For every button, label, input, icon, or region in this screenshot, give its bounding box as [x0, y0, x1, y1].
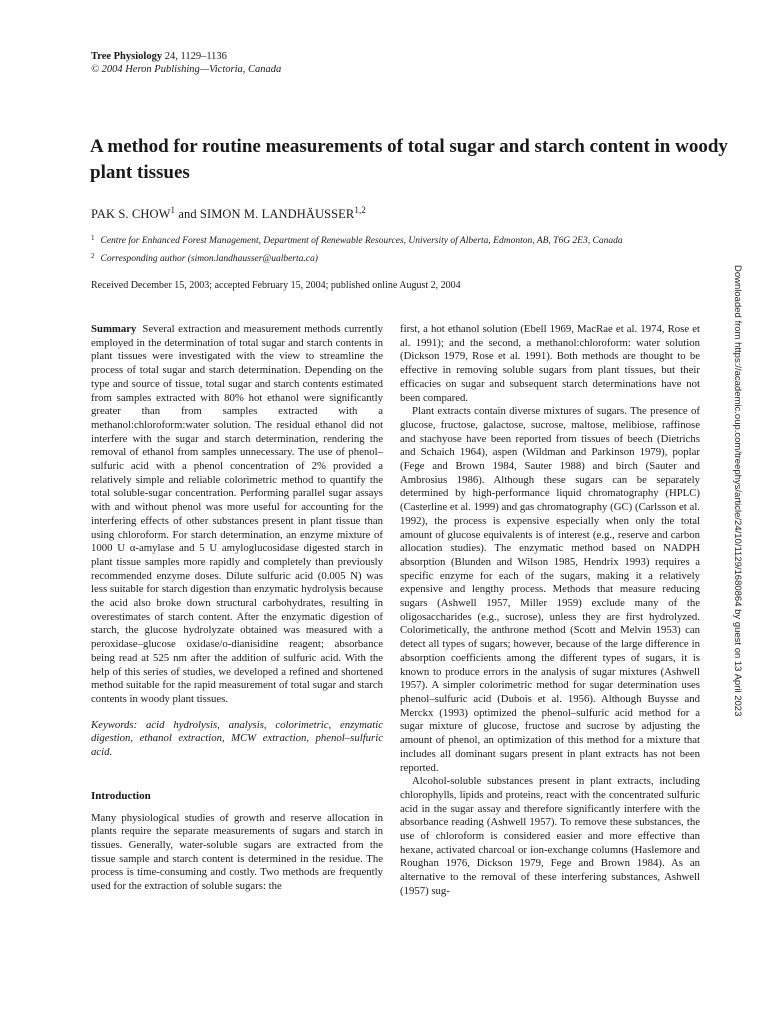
introduction-paragraph-1: Many physiological studies of growth and reserve allocation in plants require the separate measurements of sugars and starch in tissues. Generally, water-soluble sugars are extracted from the tissue sample and starch content is determined in the residue. The process is time-consuming and costly. Two methods are frequently used for the extraction of soluble sugars: the: [91, 811, 383, 893]
affiliation-2: [91, 250, 318, 265]
summary-paragraph: [91, 323, 383, 707]
right-paragraph-3: Alcohol-soluble substances present in plant extracts, including chlorophylls, lipids and proteins, react with the concentrated sulfuric acid in the sugar assay and therefore significantly interfere with the absorbance reading (Ashwell 1957). To remove these substances, the use of chloroform is considered easier and more effective than hexane, activated charcoal or ion-exchange columns (Haslemore and Roughan 1976, Dickson 1979, Fege and Brown 1984). As an alternative to the removal of these interfering substances, Ashwell (1957) sug-: [400, 775, 700, 897]
journal-header: [91, 50, 281, 76]
right-paragraph-1: first, a hot ethanol solution (Ebell 1969, MacRae et al. 1974, Rose et al. 1991); and the second, a methanol:chloroform: water solution (Dickson 1979, Rose et al. 1991). Both methods are thought to be effective in removing soluble sugars from plant tissues, but their efficacies on sugar and subsequent starch determinations have not been compared.: [400, 323, 700, 404]
author-1: PAK S. CHOW: [91, 207, 171, 222]
keywords-text: acid hydrolysis, analysis, colorimetric, enzymatic digestion, ethanol extraction, MCW extraction, phenol–sulfuric acid.: [91, 718, 384, 759]
author-line: [91, 205, 366, 222]
right-column: [400, 323, 700, 899]
download-note: Downloaded from https://academic.oup.com/treephys/article/24/10/1129/1680864 by guest on 13 April 2023: [732, 265, 743, 717]
copyright: © 2004 Heron Publishing—Victoria, Canada: [91, 64, 282, 75]
summary-text: Several extraction and measurement methods currently employed in the determination of total sugar and starch contents in plant tissues were investigated with the view to streamline the process of total sugar and starch determination. Depending on the type and source of tissue, total sugar and starch contents estimated from samples extracted with 80% hot ethanol were significantly greater than from samples extracted with a methanol:chloroform:water solution. The residual ethanol did not interfere with the sugar and starch determination, rendering the removal of ethanol from samples unnecessary. The use of phenol–sulfuric acid with a phenol concentration of 2% provided a relatively simple and reliable colorimetric method to quantify the total soluble-sugar concentration. Performing parallel sugar assays with and without phenol was more useful for accounting for the interfering effects of other substances present in plant tissue than using chloroform. For starch determination, an enzyme mixture of 1000 U α-amylase and 5 U amyloglucosidase digested starch in plant tissue samples more rapidly and completely than previously recommended enzyme doses. Dilute sulfuric acid (0.005 N) was less suitable for starch digestion than enzymatic hydrolysis because the acid also broke down structural carbohydrates, resulting in overestimates of starch content. After the enzymatic digestion of starch, the glucose hydrolyzate obtained was measured with a peroxidase–glucose oxidase/o-dianisidine reagent; absorbance being read at 525 nm after the addition of sulfuric acid. With the help of this series of studies, we developed a refined and shortened method suitable for the rapid measurement of total sugar and starch contents in woody plant tissues.: [91, 323, 383, 705]
affiliation-2-num: 2: [91, 252, 95, 260]
article-title: A method for routine measurements of total sugar and starch content in woody plant tissues: [90, 136, 728, 183]
summary-heading: Summary: [91, 323, 137, 335]
introduction-heading: Introduction: [91, 789, 151, 802]
download-sidebar: [731, 265, 745, 1025]
affiliation-1-num: 1: [91, 234, 95, 242]
affiliation-2-text: Corresponding author (simon.landhausser@ualberta.ca): [100, 254, 318, 264]
author-and: and: [175, 207, 200, 222]
keywords-heading: Keywords:: [91, 718, 138, 731]
right-paragraph-2: Plant extracts contain diverse mixtures of sugars. The presence of glucose, fructose, galactose, sucrose, maltose, melibiose, raffinose and stachyose have been reported from tissues of beech (Dietrichs and Schaich 1964), aspen (Wildman and Parkinson 1979), poplar (Fege and Brown 1984, Sauter 1988) and birch (Sauter and Ambrosius 1986). Although these sugars can be separately determined by high-performance liquid chromatography (HPLC) (Casterline et al. 1999) and gas chromatography (GC) (Carlsson et al. 1992), the process is expensive especially when only the total amount of glucose equivalents is of interest (e.g., reserve and carbon allocation studies). The enzymatic method based on NADPH absorption (Blunden and Wilson 1985, Hendrix 1993) requires a specific enzyme for each of the sugars, making it a relatively expensive and lengthy process. Methods that measure reducing sugars (Ashwell 1957, Miller 1959) exclude many of the oligosaccharides (e.g., sucrose), unless they are first hydrolyzed. Colorimetically, the anthrone method (Scott and Melvin 1953) can detect all types of sugars; however, because of the large difference in absorption coefficients among the different types of sugars, it is known to produce errors in the analysis of sugar mixtures (Ashwell 1957). A simpler colorimetric method for sugar determination uses phenol–sulfuric acid (Dubois et al. 1956). Although Buysse and Merckx (1993) optimized the phenol–sulfuric acid method for a sugar mixture of glucose, fructose and sucrose by adjusting the amount of phenol, an optimization of this method for a mixture that includes all dominant sugars present in plant extracts has not been reported.: [400, 405, 700, 774]
affiliation-1-text: Centre for Enhanced Forest Management, Department of Renewable Resources, University of Alberta, Edmonton, AB, T6G 2E3, Canada: [100, 236, 623, 246]
journal-citation: 24, 1129–1136: [164, 51, 227, 62]
author-2-sup: 1,2: [354, 205, 366, 215]
keywords-paragraph: [91, 719, 383, 760]
affiliation-1: [91, 232, 623, 247]
journal-name: Tree Physiology: [91, 51, 163, 62]
left-column: [91, 323, 383, 894]
received-dates: Received December 15, 2003; accepted February 15, 2004; published online August 2, 2004: [91, 280, 461, 291]
author-1-sup: 1: [170, 205, 176, 215]
author-2: SIMON M. LANDHÄUSSER: [199, 207, 355, 222]
